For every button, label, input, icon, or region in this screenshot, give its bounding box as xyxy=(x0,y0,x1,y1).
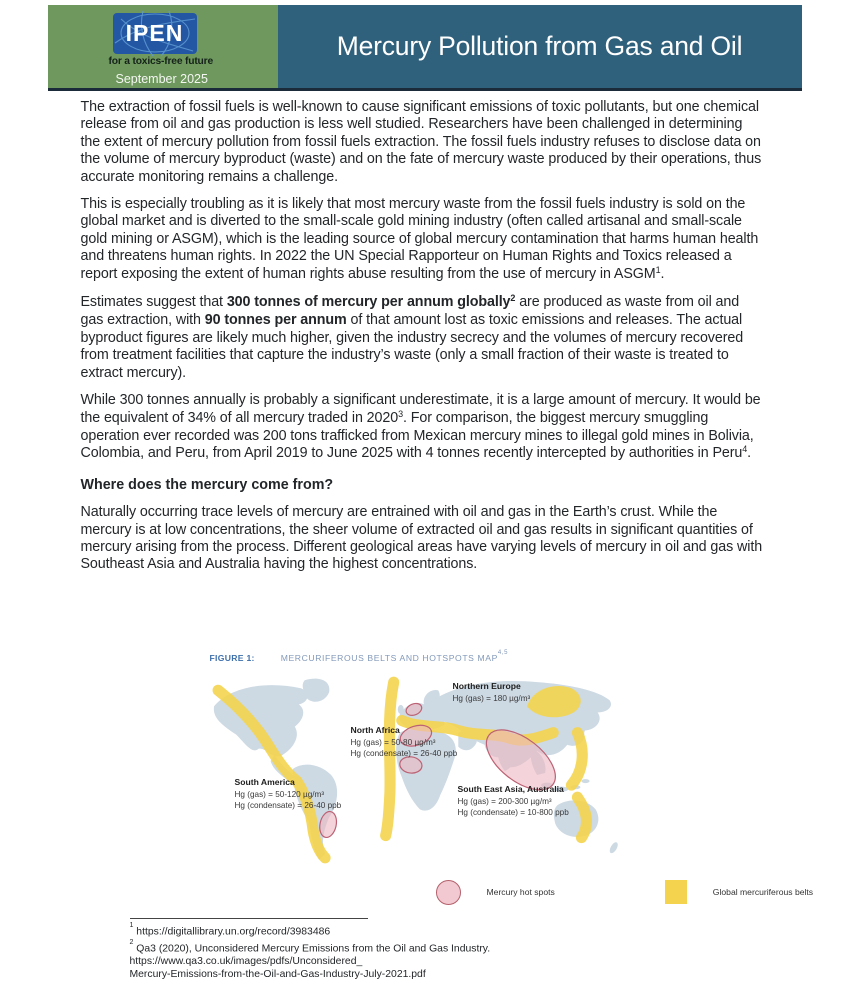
document-page xyxy=(38,0,806,968)
figure-title xyxy=(281,653,508,663)
annotation-value: Hg (gas) = 200-300 µg/m³ xyxy=(458,796,569,808)
annotation-region: Northern Europe xyxy=(453,681,531,693)
world-map xyxy=(208,676,640,866)
footnote-number: 1 xyxy=(130,922,134,929)
annotation-region: South America xyxy=(235,777,342,789)
paragraph-3-text: of that amount lost as toxic emissions and releases. The actual byproduct figures are likely much higher, given the industry secrecy and the volumes of mercury recovered from treatment facilities that capture the industry’s waste (only a small fraction of their waste is treated to extract mercury). xyxy=(81,312,744,380)
map-annotation-northern-europe xyxy=(453,681,531,704)
legend-label-belts: Global mercuriferous belts xyxy=(713,887,813,897)
annotation-value: Hg (condensate) = 26-40 ppb xyxy=(235,800,342,812)
mercuriferous-belts-map-graphic xyxy=(208,676,640,866)
footnote-2 xyxy=(130,940,770,956)
paragraph-3-text: are produced as waste from oil and gas extraction, with xyxy=(81,294,740,328)
annotation-value: Hg (gas) = 50-120 µg/m³ xyxy=(235,789,342,801)
legend-label-hotspots: Mercury hot spots xyxy=(487,887,555,897)
header-brand-panel xyxy=(48,5,278,88)
footnote-divider xyxy=(130,918,368,919)
annotation-value: Hg (condensate) = 10-800 ppb xyxy=(458,807,569,819)
annotation-value: Hg (gas) = 180 µg/m³ xyxy=(453,693,531,705)
annotation-value: Hg (condensate) = 26-40 ppb xyxy=(351,748,458,760)
logo-text: IPEN xyxy=(126,20,184,47)
header-title-panel xyxy=(278,5,802,88)
ipen-logo xyxy=(113,13,197,54)
map-annotation-south-east-asia-australia xyxy=(458,784,569,819)
figure-title-text: MERCURIFEROUS BELTS AND HOTSPOTS MAP xyxy=(281,653,498,663)
paragraph-5: Naturally occurring trace levels of mercury are entrained with oil and gas in the Earth’s crust. While the mercury is at low concentrations, the sheer volume of extracted oil and gas results in significant quantities of mercury arising from the process. Different geological areas have varying levels of mercury in oil and gas with Southeast Asia and Australia having the highest concentrations. xyxy=(81,504,763,574)
footnote-1 xyxy=(130,923,770,939)
paragraph-4 xyxy=(81,392,763,464)
figure-footnote-ref[interactable]: 4,5 xyxy=(498,650,508,656)
paragraph-1: The extraction of fossil fuels is well-known to cause significant emissions of toxic pollutants, but one chemical release from oil and gas production is less well studied. Researchers have been challenged in determining the extent of mercury pollution from fossil fuels extraction. The fossil fuels industry refuses to disclose data on the volume of mercury byproduct (waste) and on the fate of mercury waste produced by their operations, thus accurate monitoring remains a challenge. xyxy=(81,99,763,186)
figure-caption xyxy=(210,653,509,663)
section-heading: Where does the mercury come from? xyxy=(81,477,763,494)
figure-1 xyxy=(38,648,806,908)
footnote-ref-3[interactable]: 3 xyxy=(398,409,403,419)
annotation-region: North Africa xyxy=(351,725,458,737)
footnotes xyxy=(130,918,770,982)
map-annotation-south-america xyxy=(235,777,342,812)
paragraph-2-tail: . xyxy=(661,266,665,282)
belt-symbol xyxy=(665,880,687,904)
logo-tagline: for a toxics-free future xyxy=(109,56,239,67)
map-legend xyxy=(436,876,843,908)
paragraph-2-text: This is especially troubling as it is likely that most mercury waste from the fossil fuels industry is sold on the global market and is diverted to the small-scale gold mining industry (often called artisanal and small-scale gold mining or ASGM), which is the leading source of global mercury contamination that harms human health and threatens human rights. In 2022 the UN Special Rapporteur on Human Rights and Toxics released a report exposing the extent of human rights abuse resulting from the use of mercury in ASGM xyxy=(81,196,759,282)
footnote-ref-2[interactable]: 2 xyxy=(510,293,515,303)
issue-date: September 2025 xyxy=(116,72,208,86)
paragraph-4-text: . For comparison, the biggest mercury smuggling operation ever recorded was 200 tons trafficked from Mexican mercury mines to illegal gold mines in Bolivia, Colombia, and Peru, from April 2019 to June 2025 with 4 tonnes recently intercepted by authorities in Peru xyxy=(81,410,754,462)
footnote-2-url xyxy=(130,956,770,969)
paragraph-4-tail: . xyxy=(747,445,751,461)
footnote-2-url-continued xyxy=(130,969,770,982)
paragraph-2 xyxy=(81,196,763,284)
bold-stat-300-tonnes: 300 tonnes of mercury per annum globally xyxy=(227,294,511,310)
page-title: Mercury Pollution from Gas and Oil xyxy=(337,31,743,62)
annotation-region: South East Asia, Australia xyxy=(458,784,569,796)
footnote-ref-4[interactable]: 4 xyxy=(742,444,747,454)
paragraph-3 xyxy=(81,294,763,382)
bold-stat-90-tonnes: 90 tonnes per annum xyxy=(205,312,347,328)
annotation-value: Hg (gas) = 50-80 µg/m³ xyxy=(351,737,458,749)
paragraph-3-text: Estimates suggest that xyxy=(81,294,227,310)
footnote-link[interactable]: https://digitallibrary.un.org/record/3983486 xyxy=(136,927,330,938)
footnote-text: Qa3 (2020), Unconsidered Mercury Emissions from the Oil and Gas Industry. xyxy=(136,943,490,954)
hotspot-symbol xyxy=(436,880,461,905)
header-divider xyxy=(48,88,802,91)
paragraph-4-text: While 300 tonnes annually is probably a significant underestimate, it is a large amount of mercury. It would be the equivalent of 34% of all mercury traded in 2020 xyxy=(81,392,761,425)
map-annotation-north-africa xyxy=(351,725,458,760)
figure-label: FIGURE 1: xyxy=(210,653,255,663)
page-header xyxy=(48,5,802,88)
footnote-number: 2 xyxy=(130,939,134,946)
footnote-link[interactable]: https://www.qa3.co.uk/images/pdfs/Unconsidered_ xyxy=(130,956,363,967)
article-body xyxy=(81,99,763,584)
footnote-link[interactable]: Mercury-Emissions-from-the-Oil-and-Gas-Industry-July-2021.pdf xyxy=(130,969,426,980)
footnote-ref-1[interactable]: 1 xyxy=(656,265,661,275)
